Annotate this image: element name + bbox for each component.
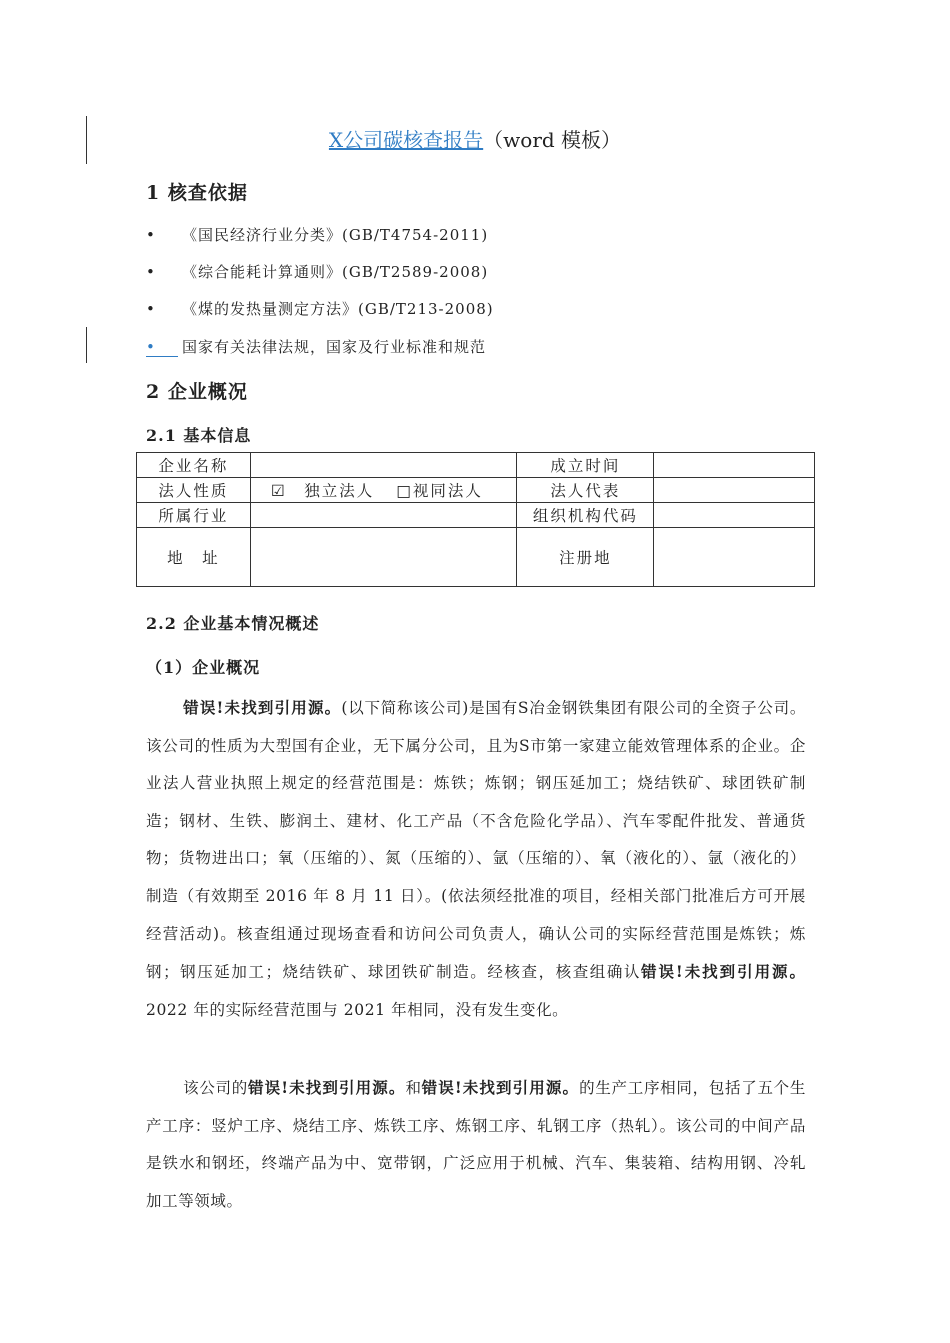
paragraph-text: 和 <box>405 1079 422 1097</box>
address-cell[interactable] <box>250 528 517 587</box>
list-item <box>146 224 846 245</box>
list-item-text: 《国民经济行业分类》(GB/T4754-2011) <box>182 226 489 244</box>
list-item <box>146 261 846 282</box>
title-link[interactable]: X公司碳核查报告 <box>328 128 484 152</box>
table-label: 法人性质 <box>137 478 251 503</box>
item-heading-company-overview: （1）企业概况 <box>146 658 261 677</box>
section-heading-basis: 1 核查依据 <box>146 182 248 204</box>
paragraph-text: (以下简称该公司)是国有S冶金钢铁集团有限公司的全资子公司。该公司的性质为大型国有企业，无下属分公司，且为S市第一家建立能效管理体系的企业。企业法人营业执照上规定的经营范围是：炼铁；炼钢；钢压延加工；烧结铁矿、球团铁矿制造；钢材、生铁、膨润土、建材、化工产品（不含危险化学品）、汽车零配件批发、普通货物；货物进出口；氧（压缩的）、氮（压缩的）、氩（压缩的）、氧（液化的）、氩（液化的）制造（有效期至 2016 年 8 月 11 日）。(依法须经批准的项目，经相关部门批准后方可开展经营活动)。核查组通过现场查看和访问公司负责人，确认公司的实际经营范围是炼铁；炼钢；钢压延加工；烧结铁矿、球团铁矿制造。经核查，核查组确认 <box>146 699 806 982</box>
industry-cell[interactable] <box>250 503 517 528</box>
bullet-icon: • <box>146 300 156 318</box>
list-item <box>146 336 846 357</box>
document-title <box>0 124 950 153</box>
company-name-cell[interactable] <box>250 453 517 478</box>
org-code-cell[interactable] <box>654 503 815 528</box>
list-item-text: 《煤的发热量测定方法》(GB/T213-2008) <box>182 300 494 318</box>
reference-error: 错误!未找到引用源。 <box>421 1078 580 1097</box>
table-label: 成立时间 <box>517 453 654 478</box>
table-label: 地 址 <box>137 528 251 587</box>
reference-error: 错误!未找到引用源。 <box>640 962 807 982</box>
revision-mark <box>86 327 87 363</box>
table-label: 企业名称 <box>137 453 251 478</box>
table-label: 注册地 <box>517 528 654 587</box>
section-heading-overview: 2 企业概况 <box>146 381 248 403</box>
title-suffix: （word 模板） <box>483 128 622 152</box>
table-row <box>137 478 815 503</box>
basic-info-table <box>136 452 815 587</box>
table-label: 所属行业 <box>137 503 251 528</box>
legal-type-cell <box>250 478 517 503</box>
paragraph-text: 2022 年的实际经营范围与 2021 年相同，没有发生变化。 <box>146 1000 569 1019</box>
independent-entity-checkbox[interactable]: ☑ 独立法人 <box>270 482 375 500</box>
bullet-icon: • <box>146 263 156 281</box>
paragraph-company-overview <box>146 689 806 1029</box>
bullet-icon: • <box>146 338 178 357</box>
table-row <box>137 528 815 587</box>
list-item-text: 《综合能耗计算通则》(GB/T2589-2008) <box>182 263 489 281</box>
table-row <box>137 453 815 478</box>
table-label: 法人代表 <box>517 478 654 503</box>
paragraph-text: 的生产工序相同，包括了五个生产工序：竖炉工序、烧结工序、炼铁工序、炼钢工序、轧钢工序（热轧）。该公司的中间产品是铁水和钢坯，终端产品为中、宽带钢，广泛应用于机械、汽车、集装箱、结构用钢、冷轧加工等领域。 <box>146 1079 806 1210</box>
reference-error: 错误!未找到引用源。 <box>183 698 342 717</box>
table-row <box>137 503 815 528</box>
list-item-text: 国家有关法律法规，国家及行业标准和规范 <box>182 338 487 356</box>
bullet-icon: • <box>146 226 156 244</box>
legal-rep-cell[interactable] <box>654 478 815 503</box>
subsection-heading-basic-info: 2.1 基本信息 <box>146 426 252 445</box>
paragraph-production-process <box>146 1069 806 1220</box>
deemed-entity-checkbox[interactable]: □视同法人 <box>396 482 483 500</box>
reference-error: 错误!未找到引用源。 <box>247 1078 406 1097</box>
founded-date-cell[interactable] <box>654 453 815 478</box>
subsection-heading-overview: 2.2 企业基本情况概述 <box>146 614 320 633</box>
list-item <box>146 298 846 319</box>
table-label: 组织机构代码 <box>517 503 654 528</box>
registered-place-cell[interactable] <box>654 528 815 587</box>
paragraph-text: 该公司的 <box>183 1079 248 1097</box>
